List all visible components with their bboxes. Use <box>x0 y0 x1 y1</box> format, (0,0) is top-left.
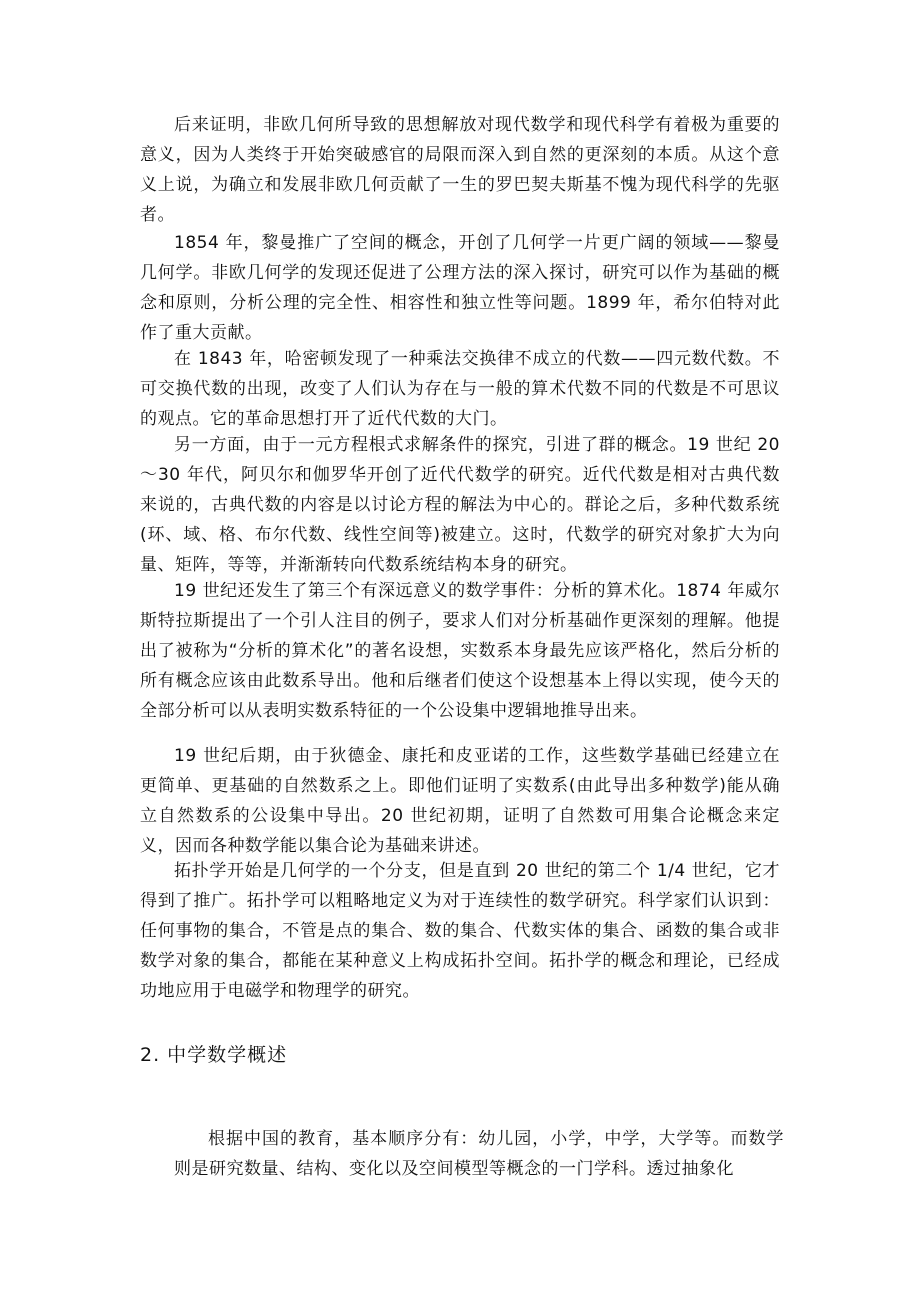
paragraph-group-theory: 另一方面，由于一元方程根式求解条件的探究，引进了群的概念。19 世纪 20～30 年代，阿贝尔和伽罗华开创了近代代数学的研究。近代代数是相对古典代数来说的，古典代数的内容是以讨论方程的解法为中心的。群论之后，多种代数系统(环、域、格、布尔代数、线性空间等)被建立。这时，代数学的研究对象扩大为向量、矩阵，等等，并渐渐转向代数系统结构本身的研究。 <box>140 435 780 575</box>
paragraph-non-euclidean-liberation: 后来证明，非欧几何所导致的思想解放对现代数学和现代科学有着极为重要的意义，因为人类终于开始突破感官的局限而深入到自然的更深刻的本质。从这个意义上说，为确立和发展非欧几何贡献了一生的罗巴契夫斯基不愧为现代科学的先驱者。 <box>140 115 780 225</box>
paragraph-topology: 拓扑学开始是几何学的一个分支，但是直到 20 世纪的第二个 1/4 世纪，它才得到了推广。拓扑学可以粗略地定义为对于连续性的数学研究。科学家们认识到：任何事物的集合，不管是点的集合、数的集合、代数实体的集合、函数的集合或非数学对象的集合，都能在某种意义上构成拓扑空间。拓扑学的概念和理论，已经成功地应用于电磁学和物理学的研究。 <box>140 861 780 1001</box>
paragraph-riemann-geometry: 1854 年，黎曼推广了空间的概念，开创了几何学一片更广阔的领域——黎曼几何学。非欧几何学的发现还促进了公理方法的深入探讨，研究可以作为基础的概念和原则，分析公理的完全性、相容性和独立性等问题。1899 年，希尔伯特对此作了重大贡献。 <box>140 233 780 343</box>
paragraph-secondary-math-intro: 根据中国的教育，基本顺序分有：幼儿园，小学，中学，大学等。而数学则是研究数量、结构、变化以及空间模型等概念的一门学科。透过抽象化 <box>174 1129 784 1179</box>
paragraph-hamilton-quaternions: 在 1843 年，哈密顿发现了一种乘法交换律不成立的代数——四元数代数。不可交换代数的出现，改变了人们认为存在与一般的算术代数不同的代数是不可思议的观点。它的革命思想打开了近代代数的大门。 <box>140 349 780 429</box>
section-heading: 2. 中学数学概述 <box>140 1044 288 1066</box>
paragraph-natural-numbers-foundation: 19 世纪后期，由于狄德金、康托和皮亚诺的工作，这些数学基础已经建立在更简单、更基础的自然数系之上。即他们证明了实数系(由此导出多种数学)能从确立自然数系的公设集中导出。20 世纪初期，证明了自然数可用集合论概念来定义，因而各种数学能以集合论为基础来讲述。 <box>140 746 780 856</box>
paragraph-arithmetization-of-analysis: 19 世纪还发生了第三个有深远意义的数学事件：分析的算术化。1874 年威尔斯特拉斯提出了一个引人注目的例子，要求人们对分析基础作更深刻的理解。他提出了被称为“分析的算术化”的著名设想，实数系本身最先应该严格化，然后分析的所有概念应该由此数系导出。他和后继者们使这个设想基本上得以实现，使今天的全部分析可以从表明实数系特征的一个公设集中逻辑地推导出来。 <box>140 581 780 721</box>
